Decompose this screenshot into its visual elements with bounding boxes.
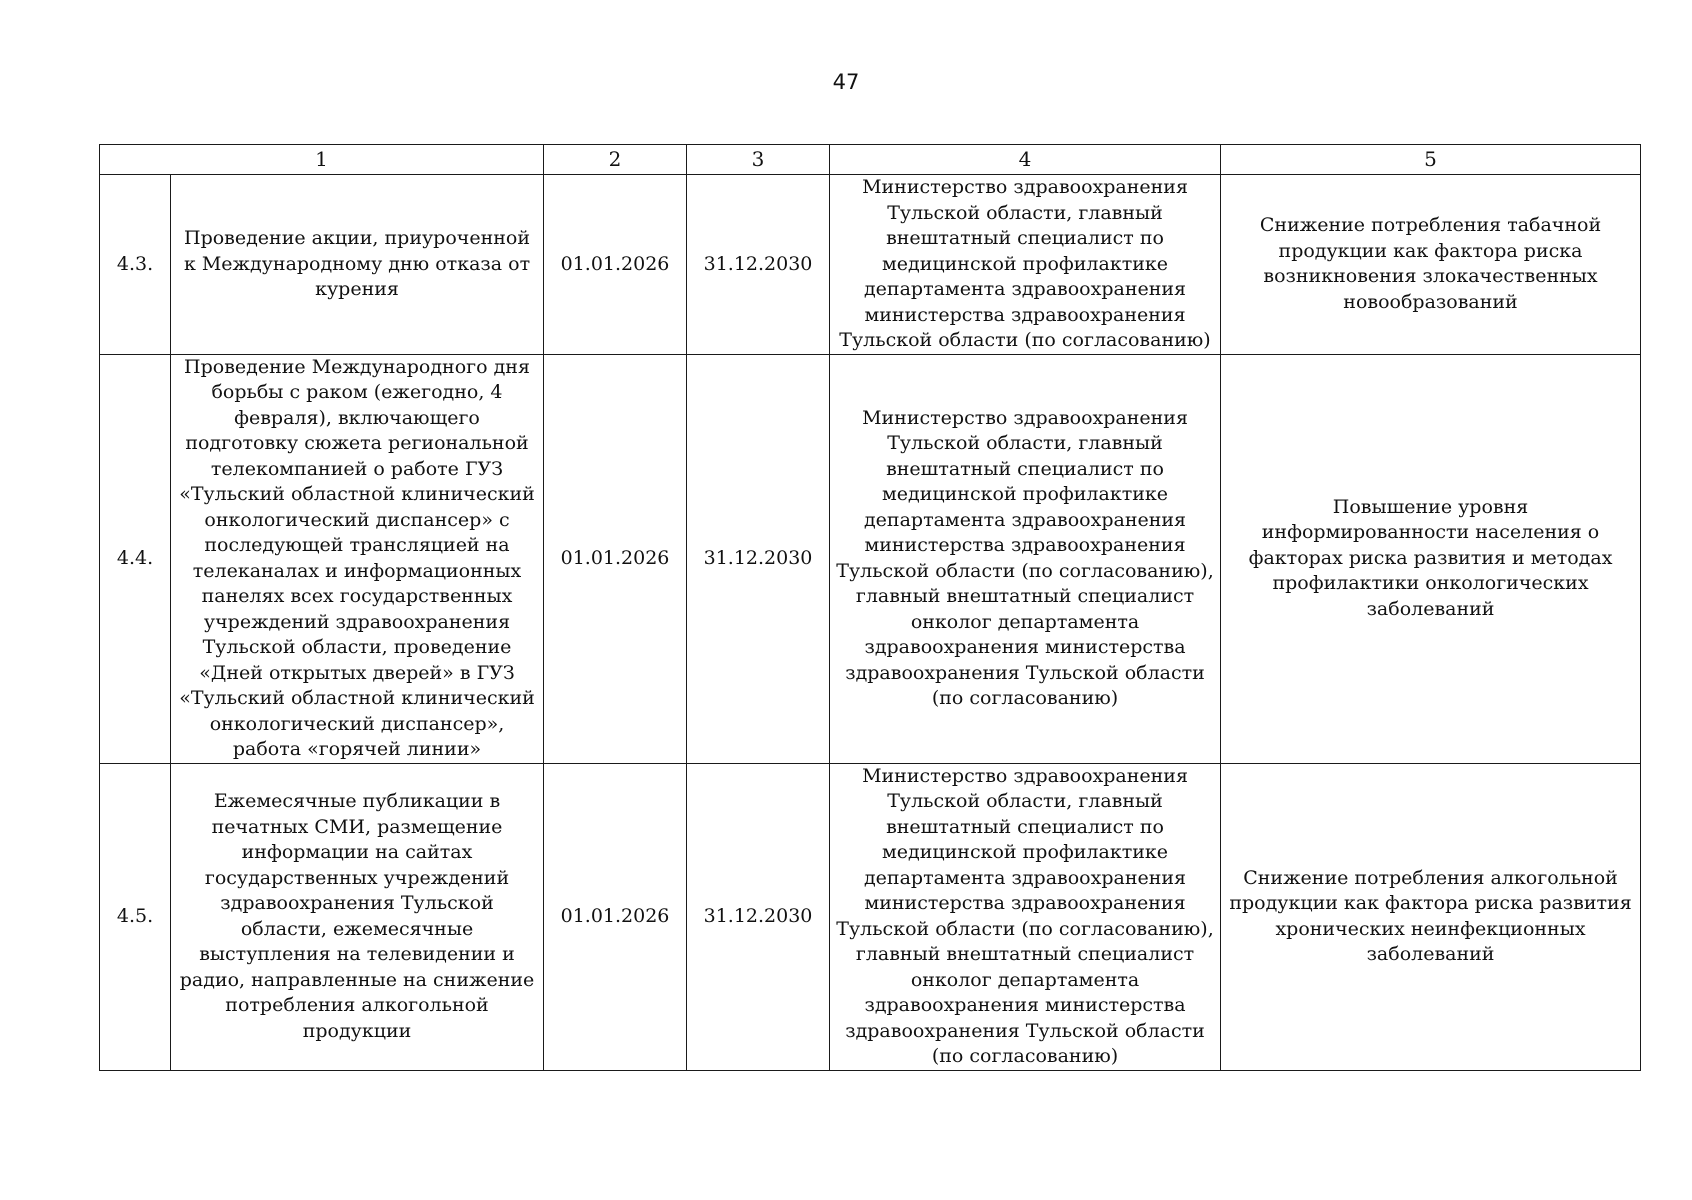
start-date-cell: 01.01.2026: [544, 763, 687, 1070]
header-cell-4: 4: [830, 145, 1221, 175]
table-row: [100, 175, 1641, 355]
start-date-cell: 01.01.2026: [544, 354, 687, 763]
result-cell: Снижение потребления табачной продукции как фактора риска возникновения злокачественных новообразований: [1221, 175, 1641, 355]
result-cell: Снижение потребления алкогольной продукции как фактора риска развития хронических неинфекционных заболеваний: [1221, 763, 1641, 1070]
header-cell-2: 2: [544, 145, 687, 175]
activity-cell: Проведение акции, приуроченной к Международному дню отказа от курения: [171, 175, 544, 355]
table-header-row: [100, 145, 1641, 175]
plan-table: [99, 144, 1641, 1071]
activity-cell: Проведение Международного дня борьбы с раком (ежегодно, 4 февраля), включающего подготовку сюжета региональной телекомпанией о работе ГУЗ «Тульский областной клинический онкологический диспансер» с последующей трансляцией на телеканалах и информационных панелях всех государственных учреждений здравоохранения Тульской области, проведение «Дней открытых дверей» в ГУЗ «Тульский областной клинический онкологический диспансер», работа «горячей линии»: [171, 354, 544, 763]
row-number: 4.5.: [100, 763, 171, 1070]
responsible-cell: Министерство здравоохранения Тульской области, главный внештатный специалист по медицинской профилактике департамента здравоохранения министерства здравоохранения Тульской области (по согласованию), главный внештатный специалист онколог департамента здравоохранения министерства здравоохранения Тульской области (по согласованию): [830, 354, 1221, 763]
row-number: 4.3.: [100, 175, 171, 355]
start-date-cell: 01.01.2026: [544, 175, 687, 355]
page-number: 47: [832, 70, 860, 94]
table-row: [100, 354, 1641, 763]
end-date-cell: 31.12.2030: [687, 763, 830, 1070]
header-cell-5: 5: [1221, 145, 1641, 175]
activity-cell: Ежемесячные публикации в печатных СМИ, размещение информации на сайтах государственных учреждений здравоохранения Тульской области, ежемесячные выступления на телевидении и радио, направленные на снижение потребления алкогольной продукции: [171, 763, 544, 1070]
responsible-cell: Министерство здравоохранения Тульской области, главный внештатный специалист по медицинской профилактике департамента здравоохранения министерства здравоохранения Тульской области (по согласованию): [830, 175, 1221, 355]
header-cell-1: 1: [100, 145, 544, 175]
row-number: 4.4.: [100, 354, 171, 763]
end-date-cell: 31.12.2030: [687, 354, 830, 763]
responsible-cell: Министерство здравоохранения Тульской области, главный внештатный специалист по медицинской профилактике департамента здравоохранения министерства здравоохранения Тульской области (по согласованию), главный внештатный специалист онколог департамента здравоохранения министерства здравоохранения Тульской области (по согласованию): [830, 763, 1221, 1070]
end-date-cell: 31.12.2030: [687, 175, 830, 355]
table-row: [100, 763, 1641, 1070]
result-cell: Повышение уровня информированности населения о факторах риска развития и методах профилактики онкологических заболеваний: [1221, 354, 1641, 763]
header-cell-3: 3: [687, 145, 830, 175]
